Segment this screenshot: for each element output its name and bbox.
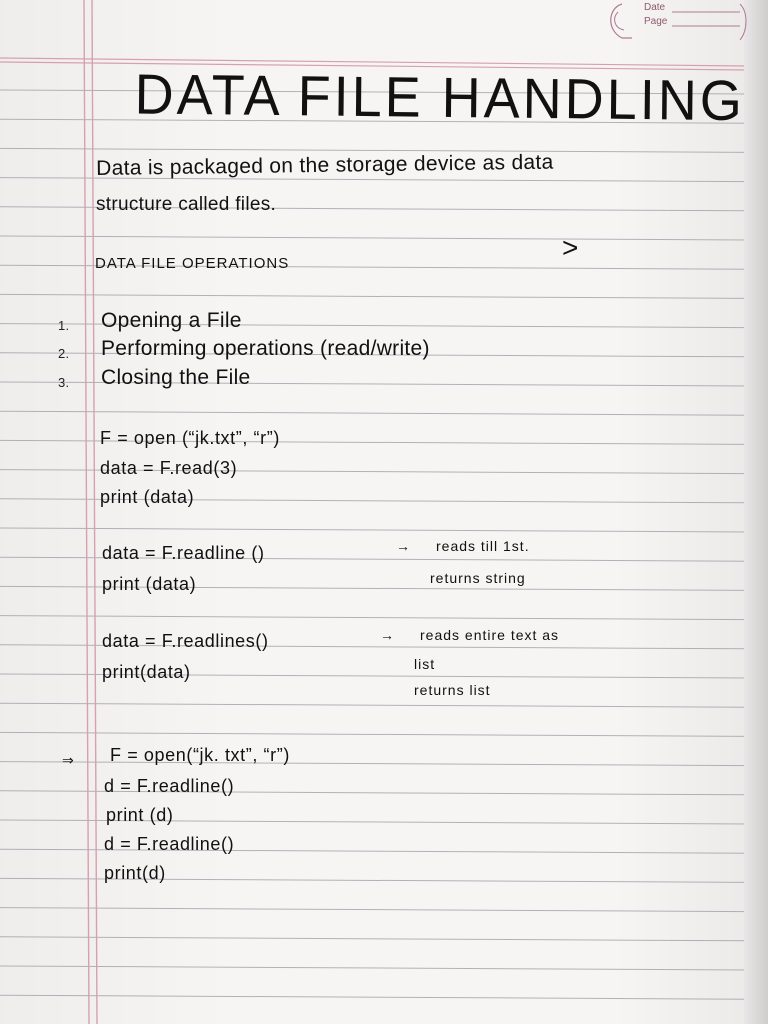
- margin-chevron-mark: >: [562, 232, 579, 263]
- list-number-2: 2.: [58, 346, 70, 361]
- code-line: print (d): [106, 805, 174, 825]
- date-label: Date: [644, 2, 666, 13]
- intro-line-1: Data is packaged on the storage device as data: [96, 150, 554, 180]
- intro-line-2: structure called files.: [96, 194, 277, 215]
- code-line: print(d): [104, 863, 166, 883]
- arrow-icon: →: [396, 538, 411, 554]
- implies-arrow-icon: ⇒: [62, 752, 75, 768]
- operation-step-2: Performing operations (read/write): [101, 337, 430, 360]
- list-number-1: 1.: [58, 318, 70, 333]
- page-label: Page: [644, 16, 668, 27]
- code-line: data = F.read(3): [100, 458, 238, 478]
- code-line: d = F.readline(): [104, 834, 235, 854]
- date-page-box: [600, 0, 750, 46]
- annotation-note: returns string: [430, 570, 526, 586]
- code-line: data = F.readlines(): [102, 631, 269, 651]
- date-box-frame: [600, 0, 750, 46]
- annotation-note: reads till 1st.: [436, 538, 530, 554]
- operation-step-1: Opening a File: [101, 309, 242, 332]
- code-line: print (data): [100, 487, 195, 507]
- code-line: print (data): [102, 574, 197, 594]
- code-line: print(data): [102, 662, 191, 682]
- annotation-note: returns list: [414, 682, 491, 698]
- annotation-note: list: [414, 656, 436, 672]
- code-line: d = F.readline(): [104, 776, 235, 796]
- operations-heading: DATA FILE OPERATIONS: [95, 255, 290, 272]
- code-line: F = open (“jk.txt”, “r”): [100, 428, 280, 448]
- list-number-3: 3.: [58, 375, 70, 390]
- code-line: F = open(“jk. txt”, “r”): [110, 745, 290, 765]
- operation-step-3: Closing the File: [101, 366, 251, 389]
- page-edge: [744, 0, 768, 1024]
- page-title: DATA FILE HANDLING: [134, 63, 746, 133]
- code-line: data = F.readline (): [102, 543, 265, 563]
- annotation-note: reads entire text as: [420, 627, 560, 643]
- arrow-icon: →: [380, 627, 395, 643]
